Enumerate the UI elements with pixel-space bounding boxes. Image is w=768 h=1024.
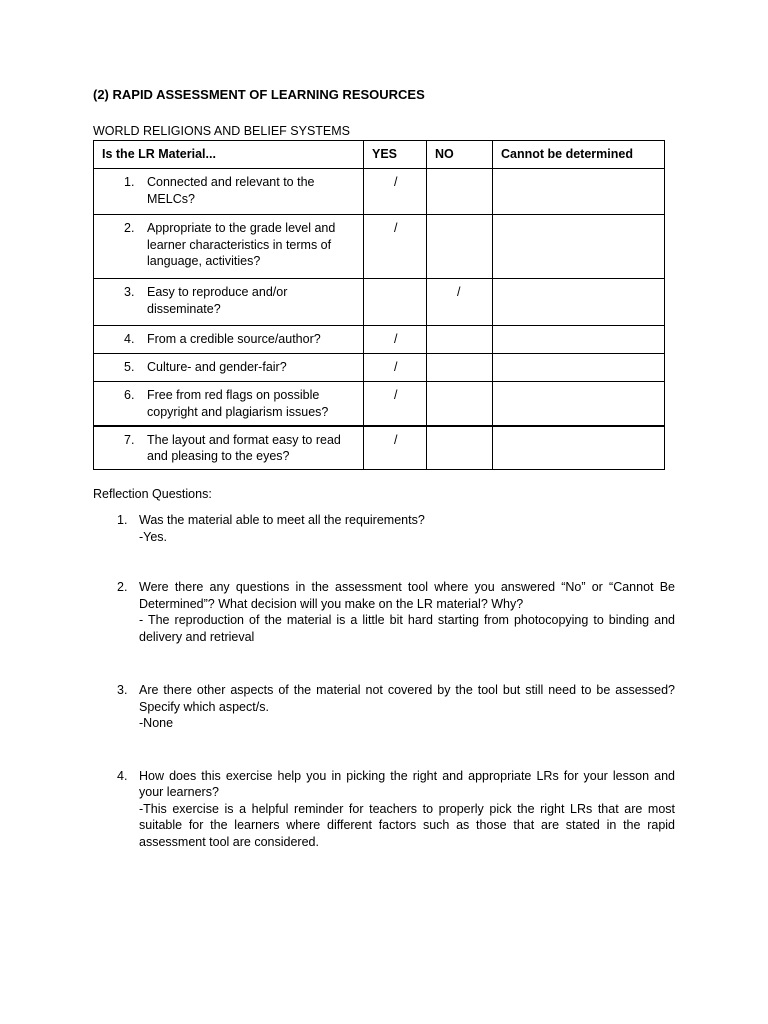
yes-cell	[364, 279, 427, 326]
criterion-number: 5.	[124, 360, 135, 374]
header-yes: YES	[364, 141, 427, 169]
criterion-cell	[94, 326, 364, 354]
criterion-number: 3.	[124, 285, 135, 299]
document-page	[93, 87, 675, 883]
reflection-questions-list	[93, 512, 675, 850]
criterion-cell	[94, 354, 364, 382]
list-item	[93, 768, 675, 851]
criterion-text: Culture- and gender-fair?	[147, 360, 287, 374]
table-row	[94, 326, 665, 354]
question-text: Were there any questions in the assessment tool where you answered “No” or “Cannot Be Determined”? What decision will you make on the LR material? Why?	[139, 580, 675, 611]
criterion-text: Connected and relevant to the MELCs?	[147, 175, 315, 206]
criterion-text: The layout and format easy to read and pleasing to the eyes?	[147, 432, 341, 463]
table-row	[94, 215, 665, 279]
table-row	[94, 169, 665, 215]
assessment-table	[93, 140, 665, 470]
question-number: 2.	[117, 580, 128, 594]
yes-cell: /	[364, 215, 427, 279]
list-item	[93, 579, 675, 645]
yes-cell: /	[364, 382, 427, 426]
cannot-determine-cell	[493, 382, 665, 426]
header-no: NO	[427, 141, 493, 169]
table-row	[94, 279, 665, 326]
cannot-determine-cell	[493, 426, 665, 470]
criterion-number: 6.	[124, 388, 135, 402]
criterion-text: Free from red flags on possible copyright and plagiarism issues?	[147, 388, 329, 419]
answer-text: -None	[139, 716, 174, 730]
no-cell	[427, 382, 493, 426]
document-title: (2) RAPID ASSESSMENT OF LEARNING RESOURCES	[93, 87, 425, 102]
no-cell	[427, 426, 493, 470]
question-number: 3.	[117, 683, 128, 697]
criterion-number: 7.	[124, 432, 135, 447]
no-cell	[427, 326, 493, 354]
no-cell: /	[427, 279, 493, 326]
criterion-text: Appropriate to the grade level and learner characteristics in terms of language, activities?	[147, 221, 336, 268]
yes-cell: /	[364, 426, 427, 470]
table-row	[94, 426, 665, 470]
table-row	[94, 354, 665, 382]
criterion-cell	[94, 279, 364, 326]
cannot-determine-cell	[493, 326, 665, 354]
table-header-row	[94, 141, 665, 169]
criterion-text: Easy to reproduce and/or disseminate?	[147, 285, 288, 316]
yes-cell: /	[364, 326, 427, 354]
answer-text: -Yes.	[139, 529, 168, 544]
question-number: 4.	[117, 768, 128, 783]
yes-cell: /	[364, 169, 427, 215]
cannot-determine-cell	[493, 215, 665, 279]
reflection-heading: Reflection Questions:	[93, 487, 212, 501]
question-text: How does this exercise help you in picking the right and appropriate LRs for your lesson and your learners?	[139, 768, 675, 799]
criterion-number: 4.	[124, 332, 135, 346]
criterion-cell	[94, 426, 364, 470]
criterion-cell	[94, 382, 364, 426]
cannot-determine-cell	[493, 169, 665, 215]
no-cell	[427, 215, 493, 279]
no-cell	[427, 169, 493, 215]
criterion-number: 2.	[124, 221, 135, 235]
cannot-determine-cell	[493, 354, 665, 382]
criterion-cell	[94, 215, 364, 279]
answer-text: -This exercise is a helpful reminder for teachers to properly pick the right LRs that are most suitable for the learners where different factors such as those that are stated in the rapid assessment tool are considered.	[139, 801, 675, 849]
criterion-text: From a credible source/author?	[147, 332, 321, 346]
question-number: 1.	[117, 513, 128, 527]
header-criterion: Is the LR Material...	[94, 141, 364, 169]
header-cannot-determine: Cannot be determined	[493, 141, 665, 169]
table-row	[94, 382, 665, 426]
criterion-cell	[94, 169, 364, 215]
list-item	[93, 682, 675, 732]
answer-text: - The reproduction of the material is a little bit hard starting from photocopying to binding and delivery and retrieval	[139, 613, 675, 644]
criterion-number: 1.	[124, 175, 135, 189]
no-cell	[427, 354, 493, 382]
question-text: Was the material able to meet all the requirements?	[139, 513, 425, 527]
list-item	[93, 512, 675, 545]
question-text: Are there other aspects of the material not covered by the tool but still need to be assessed? Specify which aspect/s.	[139, 683, 675, 714]
yes-cell: /	[364, 354, 427, 382]
subject-heading: WORLD RELIGIONS AND BELIEF SYSTEMS	[93, 124, 351, 138]
cannot-determine-cell	[493, 279, 665, 326]
